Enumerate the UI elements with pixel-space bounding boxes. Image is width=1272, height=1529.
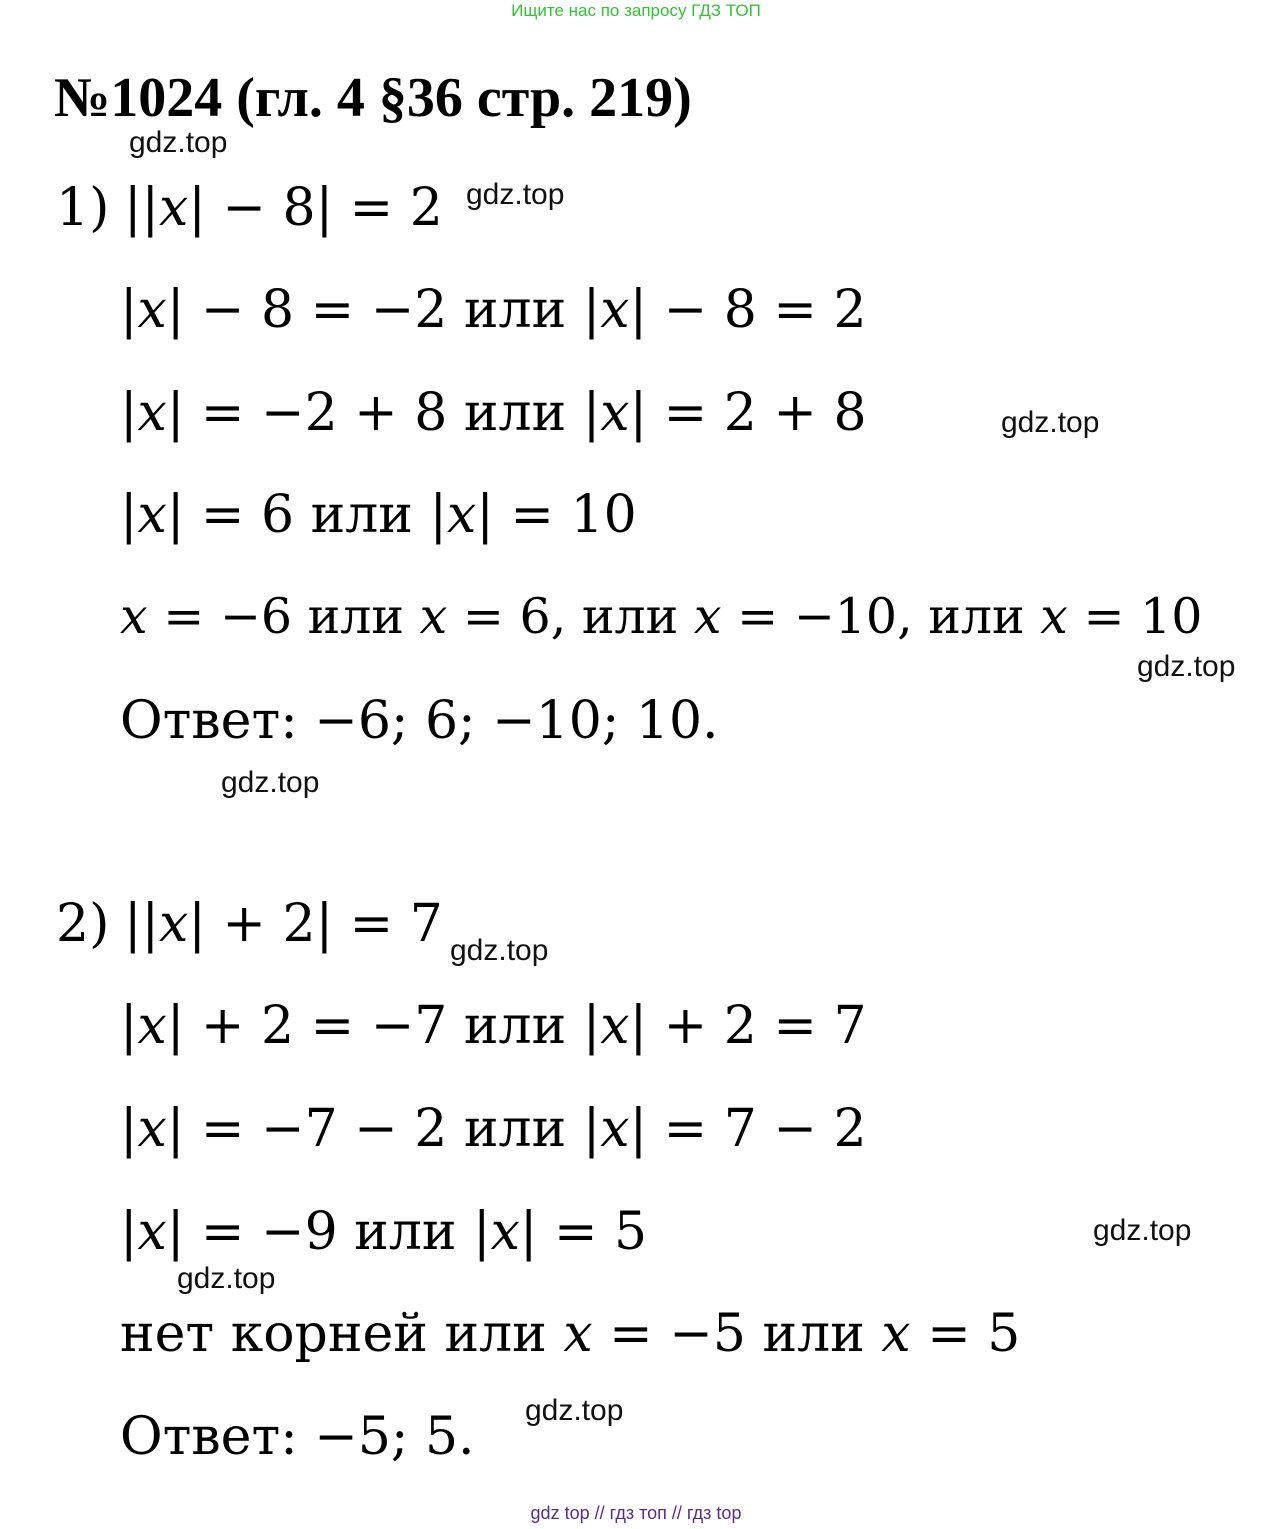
watermark: gdz.top [221,766,320,799]
problem2-step-3: |𝑥| = −9 или |𝑥| = 5 [120,1202,648,1262]
problem1-step-4: 𝑥 = −6 или 𝑥 = 6, или 𝑥 = −10, или 𝑥 = 10 [120,588,1203,645]
watermark: gdz.top [525,1394,624,1427]
problem1-step-3: |𝑥| = 6 или |𝑥| = 10 [120,485,637,545]
watermark: gdz.top [1137,650,1236,683]
watermark: gdz.top [177,1262,276,1295]
problem2-answer: Ответ: −5; 5. [120,1407,475,1467]
watermark: gdz.top [129,126,228,159]
problem1-label: 1) [56,178,110,238]
top-note: Ищите нас по запросу ГДЗ ТОП [511,1,761,20]
problem2-step-4: нет корней или 𝑥 = −5 или 𝑥 = 5 [120,1304,1021,1364]
watermark: gdz.top [466,178,565,211]
watermark: gdz.top [1093,1214,1192,1247]
footer-note: gdz top // гдз топ // гдз top [530,1503,742,1523]
page-title: №1024 (гл. 4 §36 стр. 219) [54,67,692,129]
problem2-step-2: |𝑥| = −7 − 2 или |𝑥| = 7 − 2 [120,1099,867,1159]
problem1-step-2: |𝑥| = −2 + 8 или |𝑥| = 2 + 8 [120,383,867,443]
problem2-step-1: |𝑥| + 2 = −7 или |𝑥| + 2 = 7 [120,996,867,1056]
watermark: gdz.top [450,934,549,967]
problem2-label: 2) [56,894,110,954]
problem2-equation: ||𝑥| + 2| = 7 [124,894,443,954]
problem1-step-1: |𝑥| − 8 = −2 или |𝑥| − 8 = 2 [120,280,867,340]
problem1-equation: ||𝑥| − 8| = 2 [124,178,443,238]
problem1-answer: Ответ: −6; 6; −10; 10. [120,691,719,751]
watermark: gdz.top [1001,406,1100,439]
